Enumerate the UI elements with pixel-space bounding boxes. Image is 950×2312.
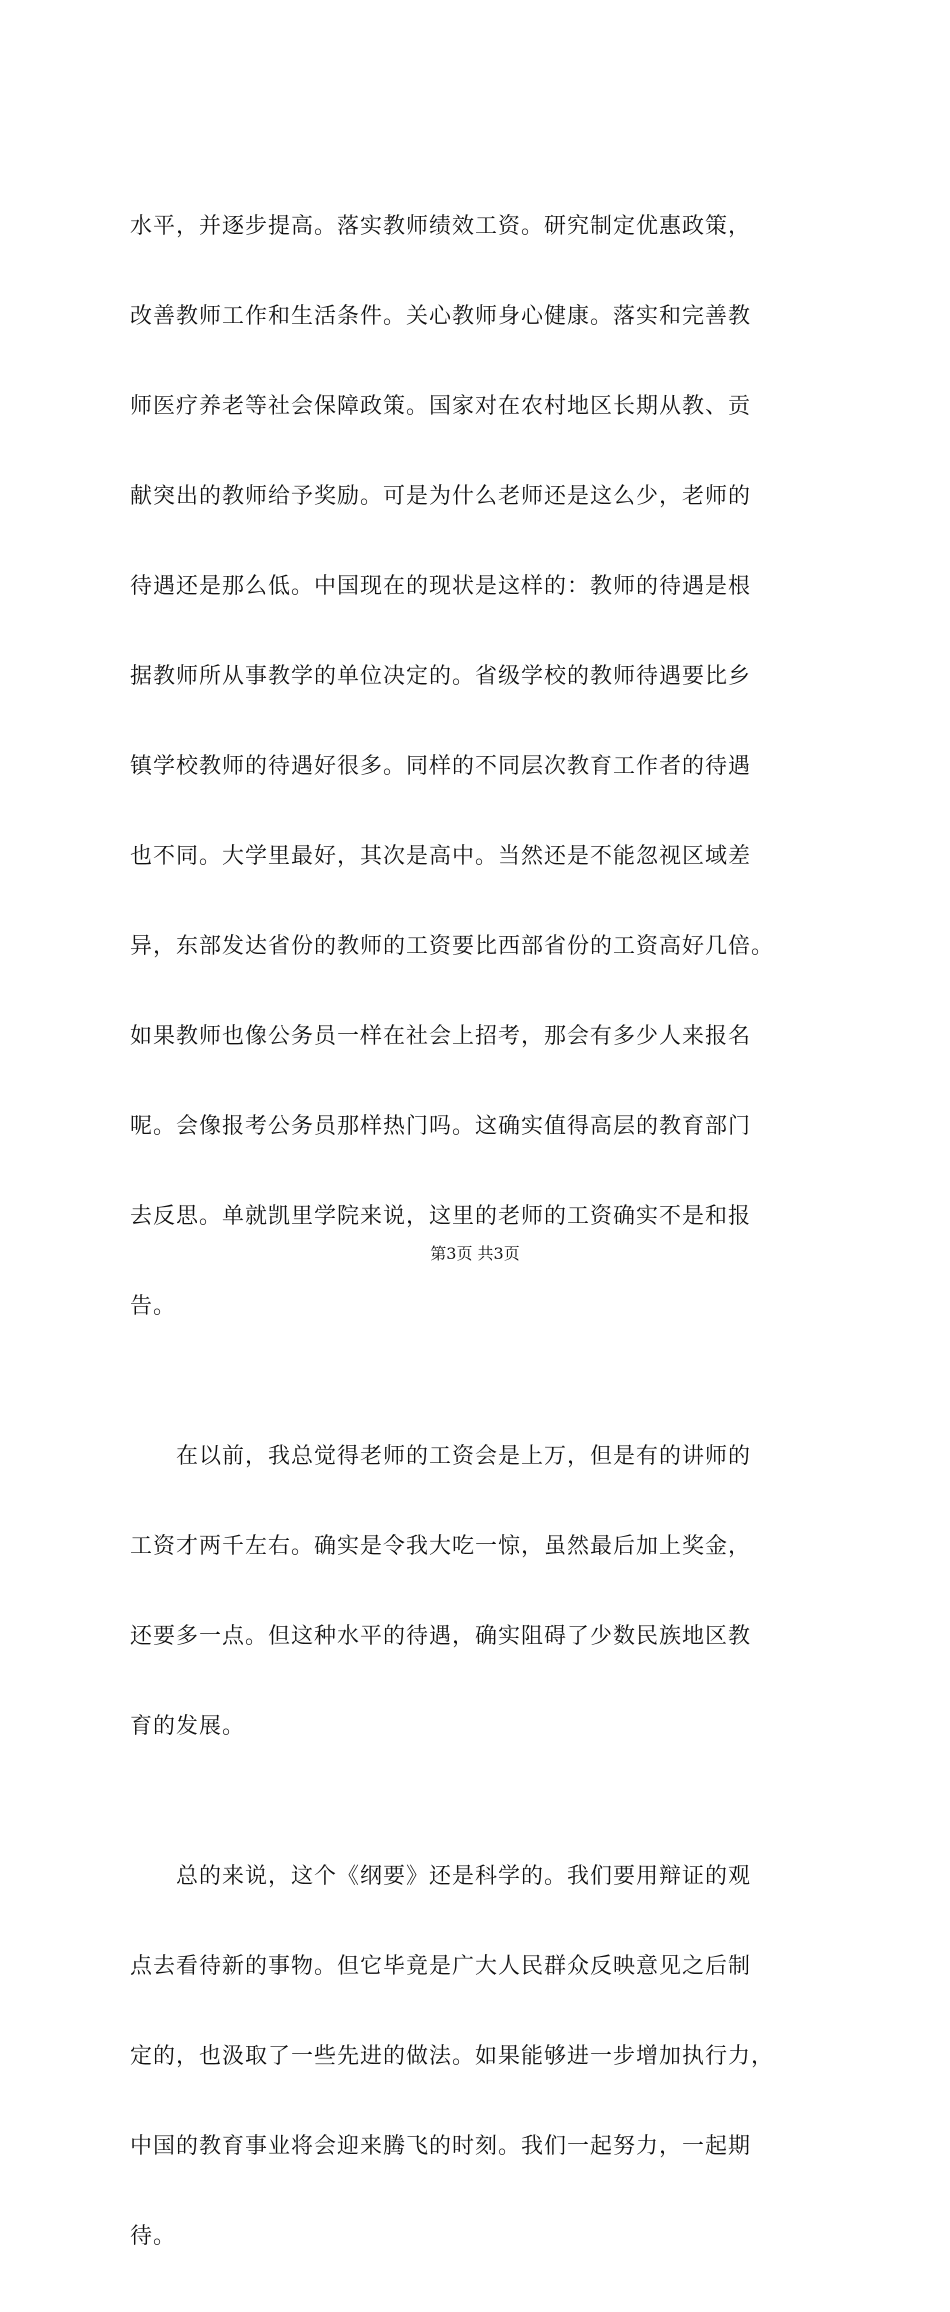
text-line: 还要多一点。但这种水平的待遇，确实阻碍了少数民族地区教	[130, 1624, 752, 1649]
text-line: 水平，并逐步提高。落实教师绩效工资。研究制定优惠政策，	[130, 214, 752, 239]
text-line: 在以前，我总觉得老师的工资会是上万，但是有的讲师的	[130, 1444, 752, 1469]
paragraph-2	[130, 1382, 836, 1802]
body-text	[130, 152, 836, 2312]
text-line: 也不同。大学里最好，其次是高中。当然还是不能忽视区域差	[130, 844, 752, 869]
paragraph-1	[130, 152, 836, 1382]
text-line: 点去看待新的事物。但它毕竟是广大人民群众反映意见之后制	[130, 1954, 752, 1979]
text-line: 育的发展。	[130, 1714, 246, 1739]
text-line: 告。	[130, 1294, 177, 1319]
text-line: 呢。会像报考公务员那样热门吗。这确实值得高层的教育部门	[130, 1114, 752, 1139]
text-line: 献突出的教师给予奖励。可是为什么老师还是这么少，老师的	[130, 484, 752, 509]
text-line: 待。	[130, 2224, 177, 2249]
text-line: 师医疗养老等社会保障政策。国家对在农村地区长期从教、贡	[130, 394, 752, 419]
text-line: 改善教师工作和生活条件。关心教师身心健康。落实和完善教	[130, 304, 752, 329]
text-line: 待遇还是那么低。中国现在的现状是这样的：教师的待遇是根	[130, 574, 752, 599]
text-line: 据教师所从事教学的单位决定的。省级学校的教师待遇要比乡	[130, 664, 752, 689]
text-line: 去反思。单就凯里学院来说，这里的老师的工资确实不是和报	[130, 1204, 752, 1229]
text-line: 工资才两千左右。确实是令我大吃一惊，虽然最后加上奖金，	[130, 1534, 752, 1559]
text-line: 总的来说，这个《纲要》还是科学的。我们要用辩证的观	[130, 1864, 752, 1889]
text-line: 中国的教育事业将会迎来腾飞的时刻。我们一起努力，一起期	[130, 2134, 752, 2159]
paragraph-3	[130, 1802, 836, 2312]
text-line: 镇学校教师的待遇好很多。同样的不同层次教育工作者的待遇	[130, 754, 752, 779]
text-line: 定的，也汲取了一些先进的做法。如果能够进一步增加执行力，	[130, 2044, 775, 2069]
page-footer: 第3页 共3页	[430, 1244, 520, 1263]
text-line: 异，东部发达省份的教师的工资要比西部省份的工资高好几倍。	[130, 934, 775, 959]
text-line: 如果教师也像公务员一样在社会上招考，那会有多少人来报名	[130, 1024, 752, 1049]
